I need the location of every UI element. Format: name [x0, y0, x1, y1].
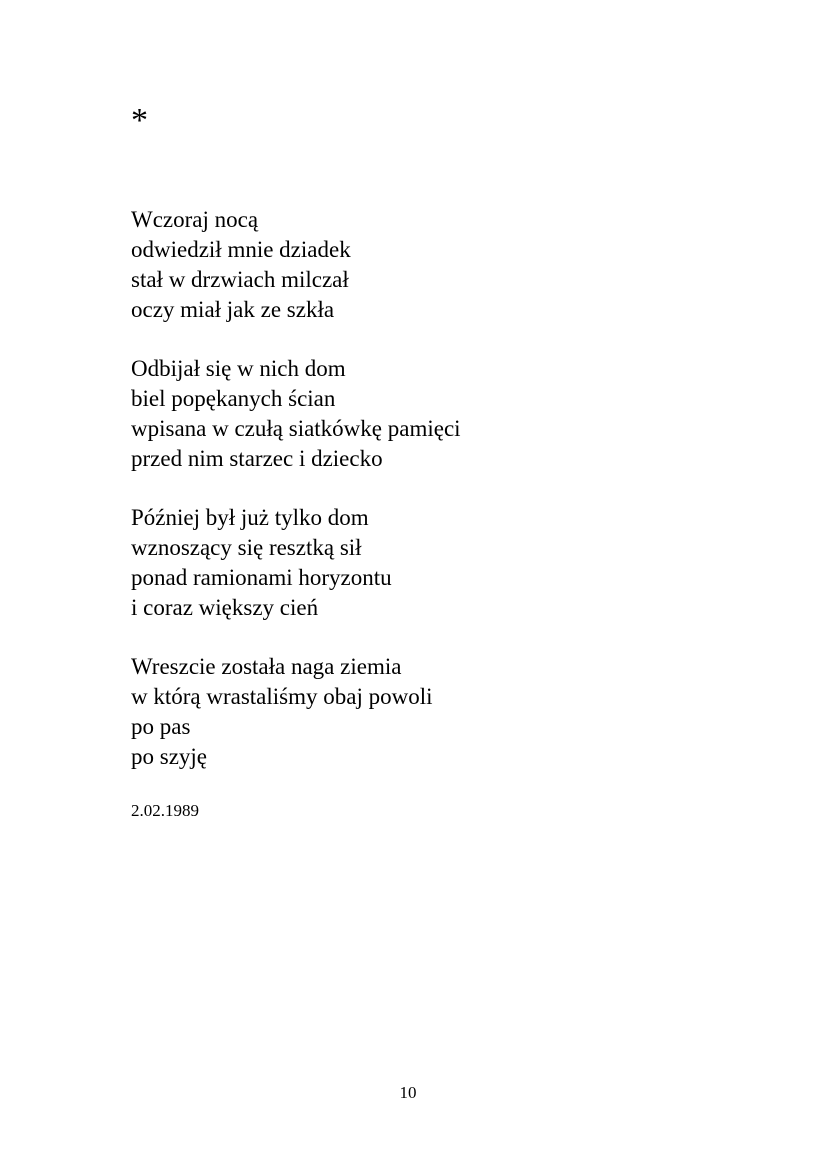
- poem-line: stał w drzwiach milczał: [131, 267, 349, 292]
- poem-line: po szyję: [131, 744, 208, 769]
- stanza-4: [131, 652, 731, 772]
- poem-line: Później był już tylko dom: [131, 505, 369, 530]
- poem-line: po pas: [131, 714, 191, 739]
- poem-body: [131, 205, 731, 801]
- poem-line: Wreszcie została naga ziemia: [131, 654, 402, 679]
- poem-line: wznoszący się resztką sił: [131, 535, 362, 560]
- poem-date: 2.02.1989: [131, 801, 199, 820]
- poem-line: Odbijał się w nich dom: [131, 356, 346, 381]
- poem-line: i coraz większy cień: [131, 595, 319, 620]
- stanza-2: [131, 354, 731, 474]
- poem-line: Wczoraj nocą: [131, 207, 259, 232]
- poem-line: wpisana w czułą siatkówkę pamięci: [131, 416, 461, 441]
- poem-line: oczy miał jak ze szkła: [131, 297, 335, 322]
- poem-line: przed nim starzec i dziecko: [131, 446, 383, 471]
- page-number: 10: [399, 1083, 417, 1102]
- section-asterisk: *: [131, 102, 148, 139]
- stanza-3: [131, 503, 731, 623]
- poem-line: biel popękanych ścian: [131, 386, 336, 411]
- stanza-1: [131, 205, 731, 325]
- poem-line: w którą wrastaliśmy obaj powoli: [131, 684, 433, 709]
- poem-line: odwiedził mnie dziadek: [131, 237, 351, 262]
- poem-line: ponad ramionami horyzontu: [131, 565, 392, 590]
